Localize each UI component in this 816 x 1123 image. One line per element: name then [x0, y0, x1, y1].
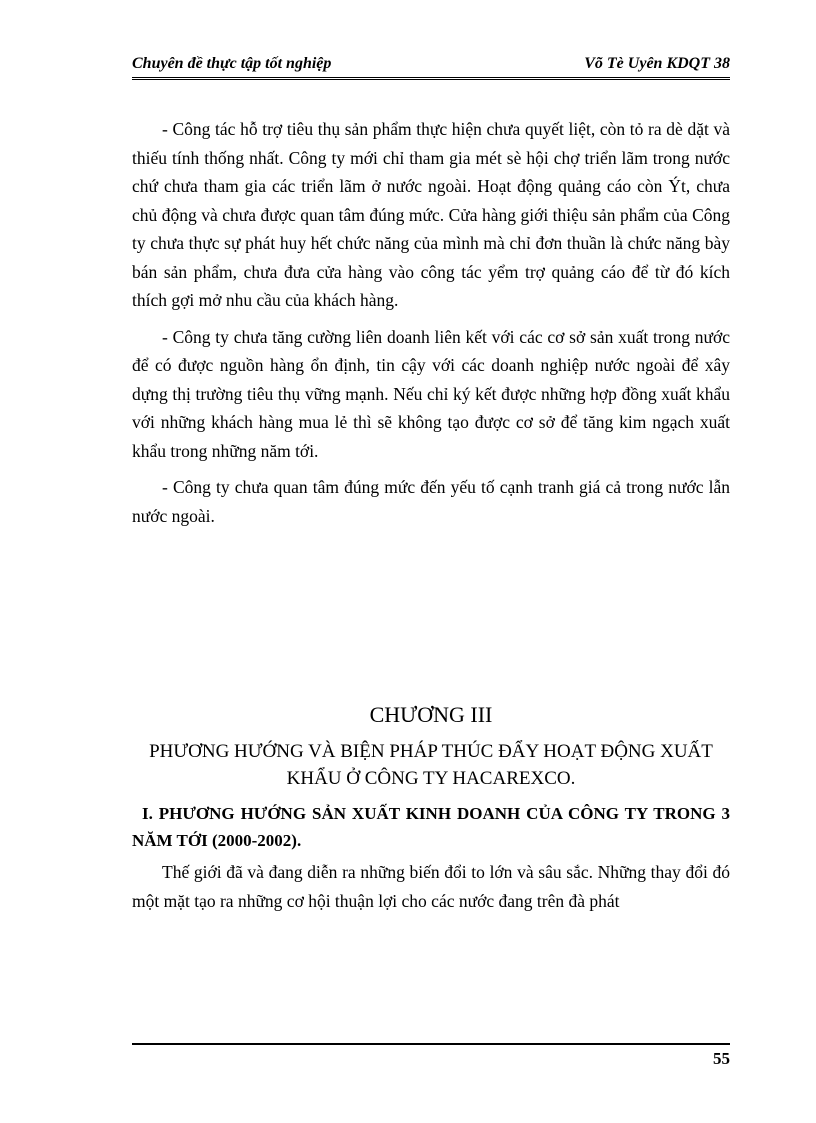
header-title: Chuyên đề thực tập tốt nghiệp: [132, 55, 332, 72]
section-heading: I. PHƯƠNG HƯỚNG SẢN XUẤT KINH DOANH CỦA CÔNG TY TRONG 3 NĂM TỚI (2000-2002).: [132, 804, 730, 850]
page-number: 55: [713, 1049, 730, 1068]
chapter-number: CHƯƠNG III: [369, 702, 493, 727]
chapter-title: PHƯƠNG HƯỚNG VÀ BIỆN PHÁP THÚC ĐẨY HOẠT ĐỘNG XUẤT KHẨU Ở CÔNG TY HACAREXCO.: [149, 741, 713, 789]
header-author: Võ Tè Uyên KDQT 38: [584, 55, 730, 72]
paragraph: - Công ty chưa tăng cường liên doanh liên kết với các cơ sở sản xuất trong nước để có được nguồn hàng ổn định, tin cậy với các doanh nghiệp nước ngoài để xây dựng thị trường tiêu thụ vững mạnh. Nếu chỉ ký kết được những hợp đồng xuất khẩu với những khách hàng mua lẻ thì sẽ không tạo được cơ sở để tăng kim ngạch xuất khẩu trong những năm tới.: [132, 326, 730, 461]
page-footer: [132, 1043, 730, 1069]
body-text: [132, 115, 730, 538]
section-paragraph: Thế giới đã và đang diễn ra những biến đổi to lớn và sâu sắc. Những thay đổi đó một mặt tạo ra những cơ hội thuận lợi cho các nước đang trên đà phát: [132, 862, 730, 911]
paragraph: - Công tác hỗ trợ tiêu thụ sản phẩm thực hiện chưa quyết liệt, còn tỏ ra dè dặt và thiếu tính thống nhất. Công ty mới chỉ tham gia mét sè hội chợ triển lãm trong nước chứ chưa tham gia các triển lãm ở nước ngoài. Hoạt động quảng cáo còn Ýt, chưa chủ động và chưa được quan tâm đúng mức. Cửa hàng giới thiệu sản phẩm của Công ty chưa thực sự phát huy hết chức năng của mình mà chỉ đơn thuần là chức năng bày bán sản phẩm, chưa đưa cửa hàng vào công tác yểm trợ quảng cáo để từ đó kích thích gợi mở nhu cầu của khách hàng.: [132, 119, 730, 310]
page-header: [132, 50, 730, 80]
paragraph: - Công ty chưa quan tâm đúng mức đến yếu tố cạnh tranh giá cả trong nước lẫn nước ngoài.: [132, 477, 730, 526]
chapter-heading: [132, 700, 730, 792]
